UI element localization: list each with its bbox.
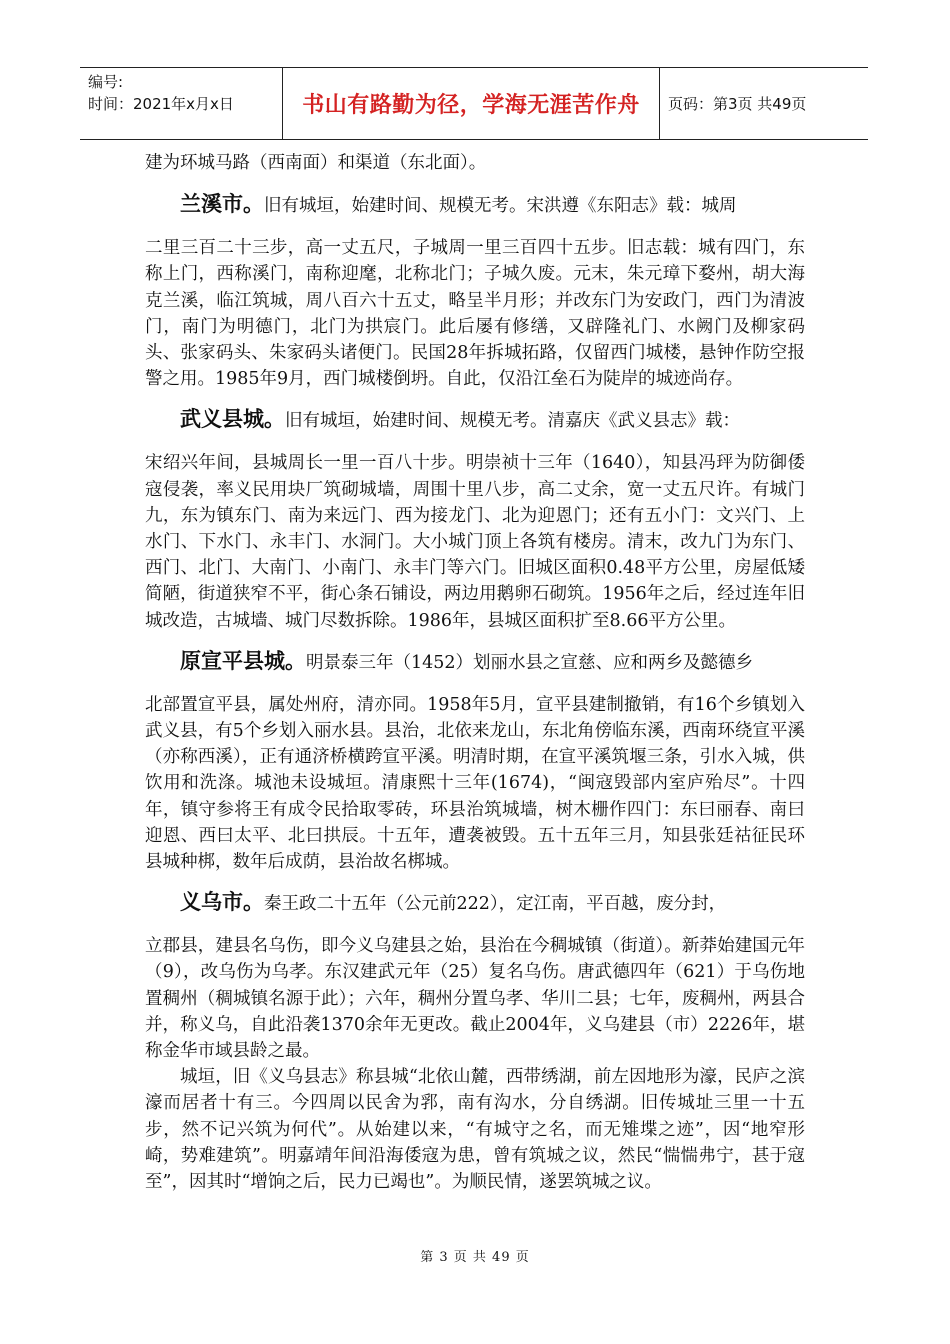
header-motto: 书山有路勤为径，学海无涯苦作舟 (283, 68, 660, 139)
section-title-lanxi: 兰溪市。 (180, 192, 264, 217)
document-body (145, 150, 805, 1195)
section-xuanping-body: 北部置宣平县，属处州府，清亦同。1958年5月，宣平县建制撤销，有16个乡镇划入武义县，有5个乡划入丽水县。县治，北依来龙山，东北角傍临东溪，西南环绕宣平溪（亦称西溪），正有通济桥横跨宣平溪。明清时期，在宣平溪筑堰三条，引水入城，供饮用和洗涤。城池未设城垣。清康熙十三年(1674)，“闽寇毁部内室庐殆尽”。十四年，镇守参将王有成令民拾取零砖，环县治筑城墙，树木栅作四门：东曰丽春、南曰迎恩、西曰太平、北曰拱辰。十五年，遭袭被毁。五十五年三月，知县张廷祜征民环县城种梆，数年后成荫，县治故名梆城。 (145, 694, 805, 873)
section-lanxi-body: 二里三百二十三步，高一丈五尺，子城周一里三百四十五步。旧志载：城有四门，东称上门，西称溪门，南称迎麾，北称北门；子城久废。元末，朱元璋下婺州，胡大海克兰溪，临江筑城，周八百六十五丈，略呈半月形；并改东门为安政门，西门为清波门，南门为明德门，北门为拱宸门。此后屡有修缮，又辟隆礼门、水阙门及柳家码头、张家码头、朱家码头诸便门。民国28年拆城拓路，仅留西门城楼，悬钟作防空报警之用。1985年9月，西门城楼倒坍。自此，仅沿江垒石为陡岸的城迹尚存。 (145, 238, 805, 390)
date-label: 时间：2021年x月x日 (88, 95, 234, 113)
header-meta-cell (80, 68, 283, 139)
section-title-yiwu: 义乌市。 (180, 890, 264, 915)
section-yiwu-first-line: 秦王政二十五年（公元前222），定江南，平百越，废分封， (264, 894, 727, 915)
page-header (80, 67, 868, 140)
section-yiwu-wall-paragraph: 城垣，旧《义乌县志》称县城“北依山麓，西带绣湖，前左因地形为濠，民庐之滨濠而居者十有三。今四周以民舍为郛，南有沟水，分自绣湖。旧传城址三里一十五步，然不记兴筑为何代”。从始建以来，“有城守之名，而无雉堞之迹”，因“地窄形崎，势难建筑”。明嘉靖年间沿海倭寇为患，曾有筑城之议，然民“惴惴弗宁，甚于寇至”，因其时“增饷之后，民力已竭也”。为顺民情，遂罢筑城之议。 (145, 1067, 805, 1193)
section-lanxi-first-line: 旧有城垣，始建时间、规模无考。宋洪遵《东阳志》载：城周 (264, 196, 737, 217)
header-page-number: 页码：第3页 共49页 (668, 95, 807, 113)
section-title-wuyi: 武义县城。 (180, 407, 285, 432)
section-wuyi-lead (145, 404, 805, 436)
section-xuanping-first-line: 明景泰三年（1452）划丽水县之宣慈、应和两乡及懿德乡 (306, 652, 754, 673)
section-wuyi-first-line: 旧有城垣，始建时间、规模无考。清嘉庆《武义县志》载： (285, 411, 740, 432)
section-lanxi-lead (145, 189, 805, 221)
page-footer: 第 3 页 共 49 页 (420, 1250, 530, 1265)
section-wuyi-body: 宋绍兴年间，县城周长一里一百八十步。明崇祯十三年（1640），知县冯玶为防御倭寇侵袭，率义民用块厂筑砌城墙，周围十里八步，高二丈余，宽一丈五尺许。有城门九，东为镇东门、南为来远门、西为接龙门、北为迎恩门；还有五小门：文兴门、上水门、下水门、永丰门、水洞门。大小城门顶上各筑有楼房。清末，改九门为东门、西门、北门、大南门、小南门、永丰门等六门。旧城区面积0.48平方公里，房屋低矮简陋，街道狭窄不平，街心条石铺设，两边用鹅卵石砌筑。1956年之后，经过连年旧城改造，古城墙、城门尽数拆除。1986年，县城区面积扩至8.66平方公里。 (145, 453, 805, 631)
section-yiwu-body: 立郡县，建县名乌伤，即今义乌建县之始，县治在今稠城镇（街道）。新莽始建国元年（9），改乌伤为乌孝。东汉建武元年（25）复名乌伤。唐武德四年（621）于乌伤地置稠州（稠城镇名源于此）；六年，稠州分置乌孝、华川二县；七年，废稠州，两县合并，称义乌，自此沿袭1370余年无更改。截止2004年，义乌建县（市）2226年，堪称金华市域县龄之最。 (145, 936, 805, 1062)
section-yiwu-lead (145, 887, 805, 919)
serial-number-label: 编号: (88, 73, 124, 91)
section-xuanping-lead (145, 646, 805, 678)
section-title-xuanping: 原宣平县城。 (180, 648, 306, 673)
paragraph-continuation: 建为环城马路（西南面）和渠道（东北面）。 (145, 153, 487, 173)
